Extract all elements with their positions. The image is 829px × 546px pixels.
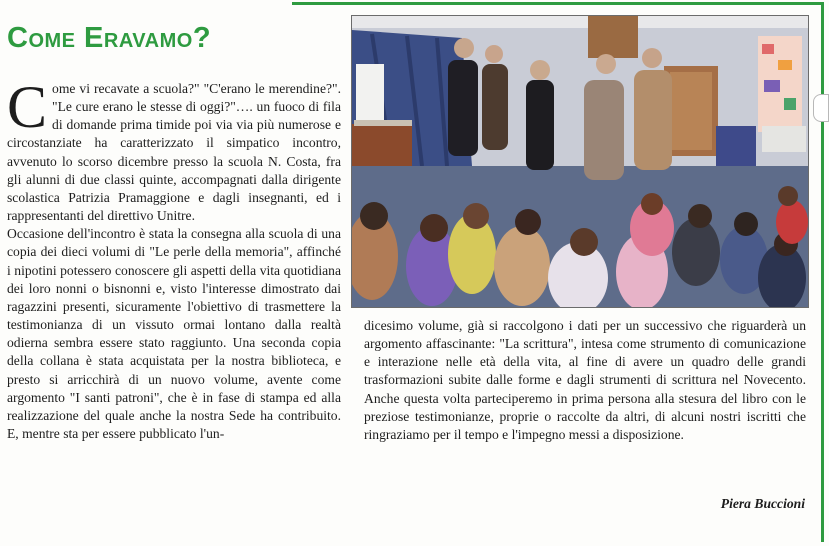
article-title: Come Eravamo? [7,22,212,54]
page-frame-top [292,2,824,5]
right-column [364,317,806,444]
classroom-photo [351,15,809,308]
author-signature: Piera Buccioni [720,496,805,511]
classroom-photo-illustration [352,16,808,307]
paragraph-2: Occasione dell'incontro è stata la consegna alla scuola di una copia dei dieci volumi di "Le perle della memoria", affinché i nipotini potessero conoscere gli aspetti della vita quotidiana dei loro nonni o bisnonni e, visto l'interesse dimostrato dai ragazzini presenti, sicuramente l'obiettivo di trasmettere la testimonianza di un vissuto ormai lontano dalla realtà odierna sembra essere stato raggiunto. Una seconda copia della collana è stata acquistata per la nostra biblioteca, e presto si arricchirà di un nuovo volume, avente come argomento "I santi patroni", che è in fase di stampa ed alla realizzazione del quale anche la nostra Sede ha contribuito. E, mentre sta per essere pubblicato l'un- [7,226,341,441]
left-column [7,74,341,443]
paragraph-3: dicesimo volume, già si raccolgono i dati per un successivo che riguarderà un argomento affascinante: "La scrittura", intesa come strumento di comunicazione e interazione nelle età della vita, al fine di avere un quadro delle grandi trasformazioni subite dalle forme e dagli strumenti di scrittura nel Novecento. Anche questa volta parteciperemo in prima persona alla stesura del libro con le preziose testimonianze, proprie o raccolte da altri, di alcuni nostri iscritti che ringraziamo per il tempo e l'impegno messi a disposizione. [364,318,806,442]
paragraph-1-text: ome vi recavate a scuola?" "C'erano le merendine?". "Le cure erano le stesse di oggi?"…. un fuoco di fila di domande prima timide poi via via più numerose e circostanziate ha caratterizzato il simpatico incontro, avvenuto lo scorso dicembre presso la scuola N. Costa, fra gli alunni di due classi quinte, accompagnati dalla dirigente scolastica Patrizia Pramaggione e dagli insegnanti, ed i rappresentanti del direttivo Unitre. [7,81,341,224]
paragraph-1 [7,74,341,225]
page-tab-notch [813,94,829,122]
page-frame-right [821,2,824,542]
drop-cap: C [7,74,48,140]
